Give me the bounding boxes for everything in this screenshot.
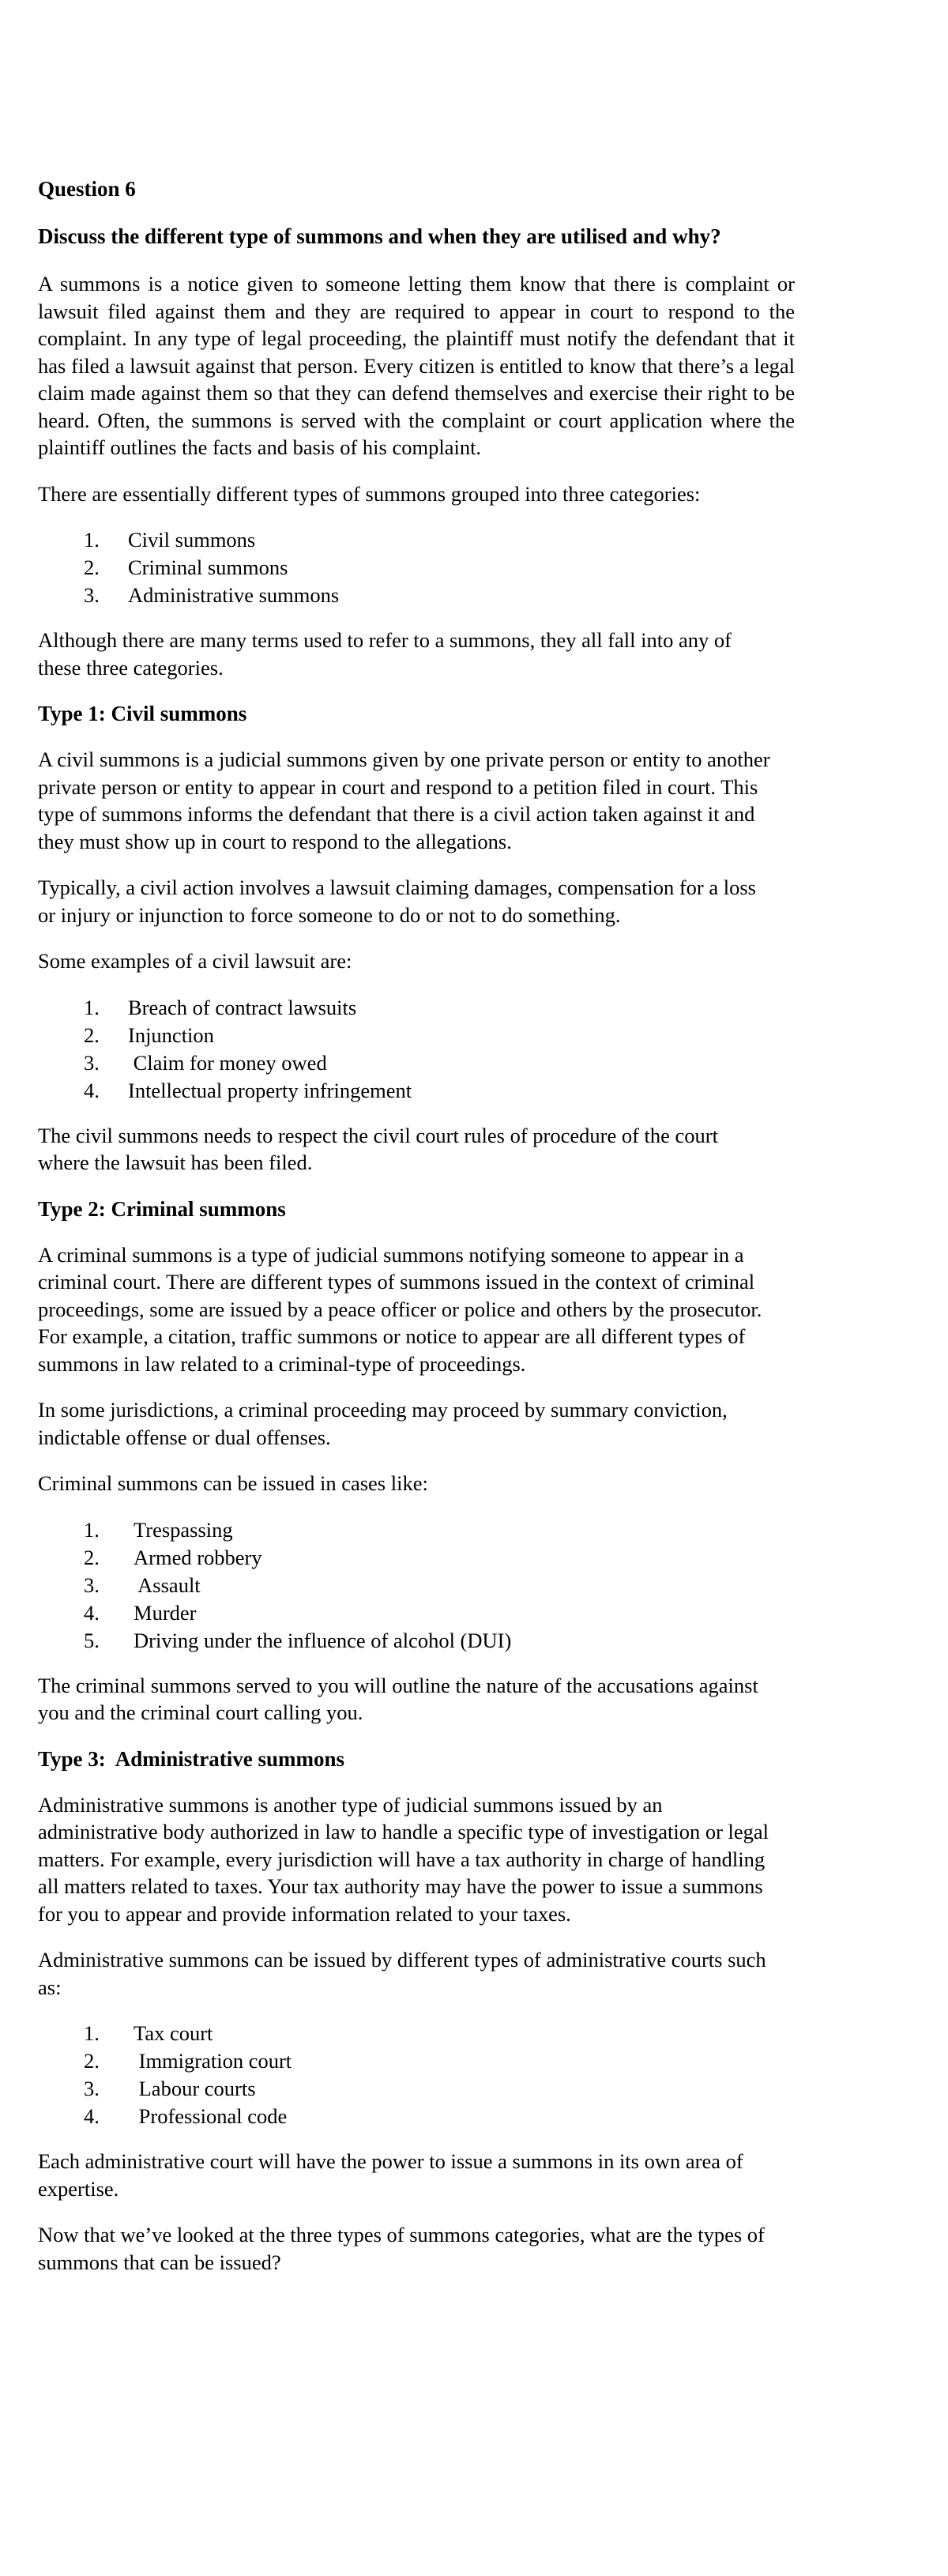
criminal-paragraph-2: In some jurisdictions, a criminal proceeding may proceed by summary conviction, indictable offense or dual offenses. — [38, 1398, 728, 1449]
administrative-heading: Type 3: Administrative summons — [38, 1746, 345, 1771]
question-title: Question 6 — [38, 177, 136, 201]
list-item: 2. Armed robbery — [84, 1545, 262, 1569]
administrative-paragraph-4: Now that we’ve looked at the three types of summons categories, what are the types of summons that can be issued? — [38, 2223, 765, 2274]
list-item: 4. Murder — [84, 1600, 197, 1625]
list-item: 1. Tax court — [84, 2021, 213, 2045]
list-item: 5. Driving under the influence of alcohol (DUI) — [84, 1628, 512, 1652]
list-item: 2. Immigration court — [84, 2049, 292, 2073]
question-prompt: Discuss the different type of summons and when they are utilised and why? — [38, 224, 721, 248]
list-item: 4. Professional code — [84, 2104, 288, 2128]
categories-list — [38, 526, 795, 609]
administrative-paragraph-2: Administrative summons can be issued by different types of administrative courts such as: — [38, 1948, 766, 1999]
intro-paragraph-3: Although there are many terms used to refer to a summons, they all fall into any of these three categories. — [38, 628, 732, 680]
list-item: 2. Criminal summons — [84, 555, 288, 579]
intro-paragraph-2: There are essentially different types of summons grouped into three categories: — [38, 481, 701, 506]
civil-paragraph-3: Some examples of a civil lawsuit are: — [38, 949, 352, 973]
list-item: 4. Intellectual property infringement — [84, 1078, 412, 1102]
civil-heading: Type 1: Civil summons — [38, 702, 247, 725]
civil-paragraph-4: The civil summons needs to respect the civil court rules of procedure of the court where the lawsuit has been filed. — [38, 1123, 718, 1174]
criminal-heading: Type 2: Criminal summons — [38, 1196, 286, 1221]
list-item: 3. Labour courts — [84, 2077, 256, 2100]
list-item: 2. Injunction — [84, 1022, 214, 1047]
list-item: 1. Civil summons — [84, 528, 256, 552]
criminal-paragraph-3: Criminal summons can be issued in cases like: — [38, 1471, 428, 1495]
civil-examples-list — [38, 994, 795, 1105]
criminal-paragraph-4: The criminal summons served to you will outline the nature of the accusations against you and the criminal court calling you. — [38, 1673, 758, 1724]
criminal-cases-list — [38, 1516, 795, 1655]
intro-paragraph-1: A summons is a notice given to someone letting them know that there is complaint or lawsuit filed against them and they are required to appear in court to respond to the complaint. In any type of legal proceeding, the plaintiff must notify the defendant that it has filed a lawsuit against that person. Every citizen is entitled to know that there’s a legal claim made against them so that they can defend themselves and exercise their right to be heard. Often, the summons is served with the complaint or court application where the plaintiff outlines the facts and basis of his complaint. — [38, 272, 795, 459]
list-item: 1. Breach of contract lawsuits — [84, 995, 357, 1019]
administrative-courts-list — [38, 2020, 795, 2130]
criminal-paragraph-1: A criminal summons is a type of judicial summons notifying someone to appear in a criminal court. There are different types of summons issued in the context of criminal proceedings, some are issued by a peace officer or police and others by the prosecutor. For example, a citation, traffic summons or notice to appear are all different types of summons in law related to a criminal-type of proceedings. — [38, 1242, 762, 1376]
civil-paragraph-1: A civil summons is a judicial summons given by one private person or entity to another private person or entity to appear in court and respond to a petition filed in court. This type of summons informs the defendant that there is a civil action taken against it and they must show up in court to respond to the allegations. — [38, 748, 770, 853]
list-item: 3. Claim for money owed — [84, 1050, 327, 1075]
document-page — [38, 175, 795, 2295]
list-item: 1. Trespassing — [84, 1517, 233, 1542]
administrative-paragraph-1: Administrative summons is another type of judicial summons issued by an administrative body authorized in law to handle a specific type of investigation or legal matters. For example, every jurisdiction will have a tax authority in charge of handling all matters related to taxes. Your tax authority may have the power to issue a summons for you to appear and provide information related to your taxes. — [38, 1792, 769, 1926]
civil-paragraph-2: Typically, a civil action involves a lawsuit claiming damages, compensation for a loss or injury or injunction to force someone to do or not to do something. — [38, 876, 756, 927]
list-item: 3. Assault — [84, 1572, 201, 1597]
list-item: 3. Administrative summons — [84, 583, 340, 607]
administrative-paragraph-3: Each administrative court will have the power to issue a summons in its own area of expertise. — [38, 2149, 743, 2201]
